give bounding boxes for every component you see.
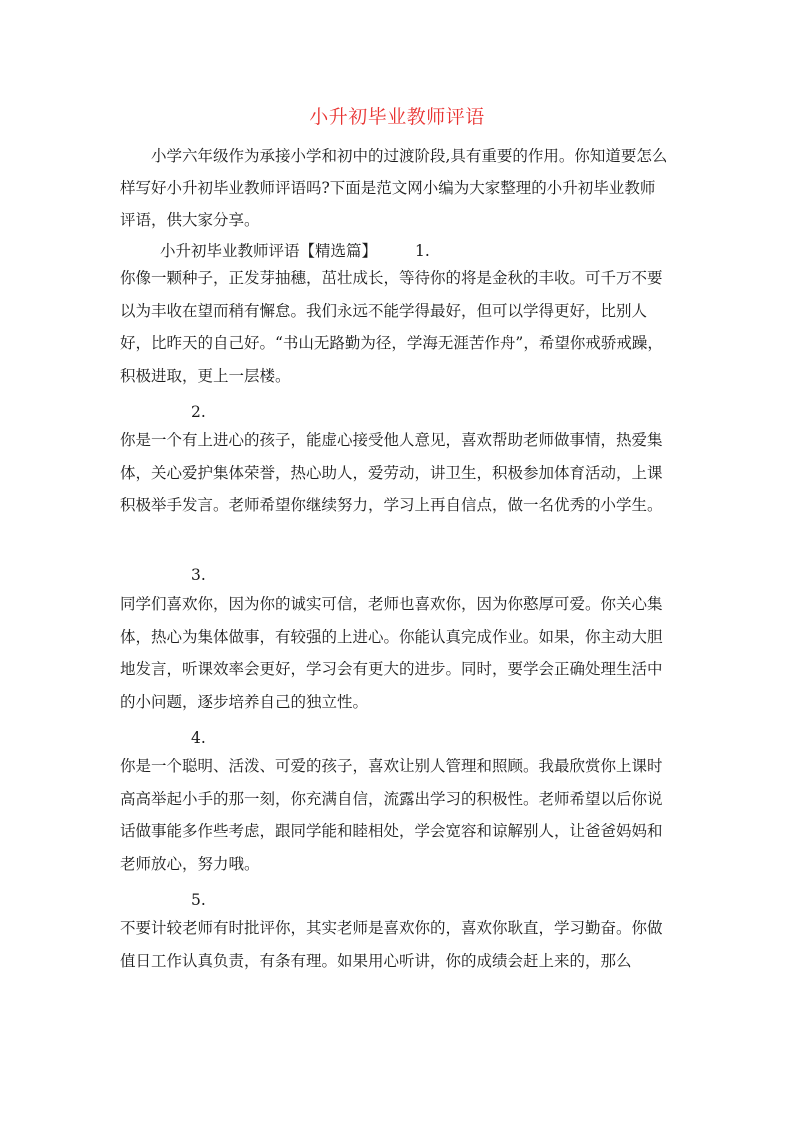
section-heading-label: 小升初毕业教师评语【精选篇】 [160,242,378,260]
item-number-3: 3. [191,566,206,584]
document-title: 小升初毕业教师评语 [309,106,485,128]
section-heading [160,239,430,263]
comment-paragraph-2: 你是一个有上进心的孩子，能虚心接受他人意见，喜欢帮助老师做事情，热爱集体，关心爱护集体荣誉，热心助人，爱劳动，讲卫生，积极参加体育活动，上课积极举手发言。老师希望你继续努力，学习上再自信点，做一名优秀的小学生。 [120,431,663,514]
comment-paragraph-3: 同学们喜欢你，因为你的诚实可信，老师也喜欢你，因为你憨厚可爱。你关心集体，热心为集体做事，有较强的上进心。你能认真完成作业。如果，你主动大胆地发言，听课效率会更好，学习会有更大的进步。同时，要学会正确处理生活中的小问题，逐步培养自己的独立性。 [120,595,663,711]
comment-paragraph-5: 不要计较老师有时批评你，其实老师是喜欢你的，喜欢你耿直，学习勤奋。你做值日工作认真负责，有条有理。如果用心听讲，你的成绩会赶上来的，那么 [120,919,663,970]
comment-paragraph-1: 你像一颗种子，正发芽抽穗，茁壮成长，等待你的将是金秋的丰收。可千万不要以为丰收在望而稍有懈怠。我们永远不能学得最好，但可以学得更好，比别人好，比昨天的自己好。“书山无路勤为径，学海无涯苦作舟”，希望你戒骄戒躁，积极进取，更上一层楼。 [120,269,663,385]
intro-paragraph: 小学六年级作为承接小学和初中的过渡阶段,具有重要的作用。你知道要怎么样写好小升初毕业教师评语吗?下面是范文网小编为大家整理的小升初毕业教师评语，供大家分享。 [120,147,668,229]
item-number-4: 4. [191,729,206,747]
item-number-1: 1. [415,242,430,260]
item-number-5: 5. [191,891,206,909]
comment-paragraph-4: 你是一个聪明、活泼、可爱的孩子，喜欢让别人管理和照顾。我最欣赏你上课时高高举起小手的那一刻，你充满自信，流露出学习的积极性。老师希望以后你说话做事能多作些考虑，跟同学能和睦相处，学会宽容和谅解别人，让爸爸妈妈和老师放心，努力哦。 [120,757,663,873]
item-number-2: 2. [191,403,206,421]
